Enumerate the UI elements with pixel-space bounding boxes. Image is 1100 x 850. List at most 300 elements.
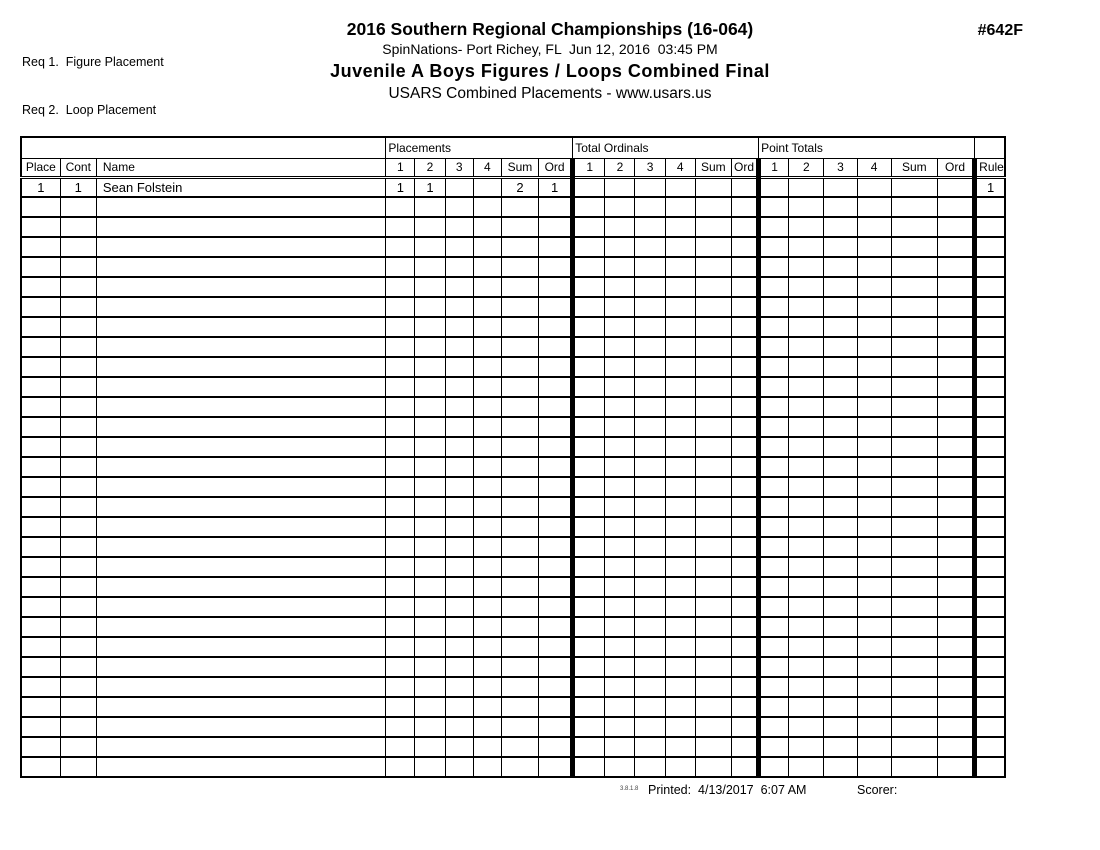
cell-total-ordinals-2 <box>605 637 635 657</box>
result-row <box>21 337 1005 357</box>
cell-placements-ord <box>539 217 573 237</box>
cell-point-totals-4 <box>857 377 891 397</box>
cell-place <box>21 657 60 677</box>
col-placements-3: 3 <box>445 158 473 177</box>
cell-total-ordinals-4 <box>665 737 695 757</box>
cell-rule <box>975 617 1005 637</box>
cell-point-totals-3 <box>824 677 857 697</box>
cell-total-ordinals-ord <box>731 757 758 777</box>
cell-total-ordinals-4 <box>665 577 695 597</box>
cell-point-totals-ord <box>937 637 974 657</box>
cell-point-totals-1 <box>759 317 789 337</box>
cell-point-totals-3 <box>824 297 857 317</box>
cell-point-totals-ord <box>937 717 974 737</box>
cell-rule: 1 <box>975 177 1005 197</box>
cell-skater-name <box>96 357 385 377</box>
cell-placements-ord <box>539 657 573 677</box>
cell-point-totals-2 <box>789 377 824 397</box>
cell-place <box>21 197 60 217</box>
cell-total-ordinals-3 <box>635 437 665 457</box>
cell-skater-name <box>96 597 385 617</box>
cell-point-totals-3 <box>824 637 857 657</box>
cell-point-totals-2 <box>789 417 824 437</box>
cell-cont <box>60 277 96 297</box>
cell-placements-3 <box>445 537 473 557</box>
cell-placements-4 <box>473 277 501 297</box>
cell-placements-sum <box>501 357 538 377</box>
cell-point-totals-ord <box>937 657 974 677</box>
cell-placements-1 <box>386 657 415 677</box>
cell-point-totals-2 <box>789 737 824 757</box>
cell-skater-name <box>96 637 385 657</box>
cell-total-ordinals-2 <box>605 357 635 377</box>
cell-rule <box>975 217 1005 237</box>
cell-point-totals-4 <box>857 617 891 637</box>
cell-total-ordinals-2 <box>605 337 635 357</box>
cell-place <box>21 697 60 717</box>
cell-total-ordinals-4 <box>665 657 695 677</box>
cell-skater-name <box>96 317 385 337</box>
cell-point-totals-sum <box>891 197 937 217</box>
cell-cont <box>60 517 96 537</box>
cell-placements-1 <box>386 457 415 477</box>
cell-total-ordinals-3 <box>635 337 665 357</box>
cell-total-ordinals-3 <box>635 217 665 237</box>
cell-total-ordinals-1 <box>573 297 605 317</box>
cell-point-totals-sum <box>891 277 937 297</box>
cell-cont: 1 <box>60 177 96 197</box>
cell-total-ordinals-4 <box>665 677 695 697</box>
cell-point-totals-1 <box>759 597 789 617</box>
cell-point-totals-4 <box>857 737 891 757</box>
cell-total-ordinals-ord <box>731 177 758 197</box>
cell-total-ordinals-1 <box>573 757 605 777</box>
cell-point-totals-sum <box>891 657 937 677</box>
cell-point-totals-ord <box>937 597 974 617</box>
cell-placements-3 <box>445 757 473 777</box>
cell-total-ordinals-3 <box>635 537 665 557</box>
cell-point-totals-sum <box>891 457 937 477</box>
cell-placements-2 <box>415 197 445 217</box>
col-total-ordinals-2: 2 <box>605 158 635 177</box>
cell-total-ordinals-4 <box>665 517 695 537</box>
cell-placements-1 <box>386 417 415 437</box>
cell-point-totals-sum <box>891 517 937 537</box>
cell-cont <box>60 237 96 257</box>
result-row <box>21 697 1005 717</box>
cell-point-totals-3 <box>824 217 857 237</box>
cell-placements-ord <box>539 297 573 317</box>
cell-placements-1: 1 <box>386 177 415 197</box>
cell-rule <box>975 577 1005 597</box>
cell-total-ordinals-3 <box>635 297 665 317</box>
cell-total-ordinals-ord <box>731 517 758 537</box>
cell-point-totals-ord <box>937 337 974 357</box>
cell-total-ordinals-sum <box>695 357 731 377</box>
cell-rule <box>975 517 1005 537</box>
cell-point-totals-ord <box>937 237 974 257</box>
cell-point-totals-3 <box>824 597 857 617</box>
cell-total-ordinals-2 <box>605 417 635 437</box>
cell-cont <box>60 377 96 397</box>
cell-point-totals-sum <box>891 417 937 437</box>
cell-placements-3 <box>445 397 473 417</box>
cell-placements-4 <box>473 577 501 597</box>
cell-placements-2 <box>415 497 445 517</box>
cell-total-ordinals-ord <box>731 657 758 677</box>
cell-placements-2 <box>415 637 445 657</box>
col-placements-4: 4 <box>473 158 501 177</box>
cell-placements-2 <box>415 617 445 637</box>
cell-cont <box>60 197 96 217</box>
result-row <box>21 317 1005 337</box>
cell-rule <box>975 437 1005 457</box>
cell-total-ordinals-4 <box>665 297 695 317</box>
cell-total-ordinals-4 <box>665 217 695 237</box>
cell-point-totals-2 <box>789 177 824 197</box>
cell-placements-3 <box>445 597 473 617</box>
cell-placements-1 <box>386 697 415 717</box>
cell-total-ordinals-2 <box>605 617 635 637</box>
cell-total-ordinals-3 <box>635 377 665 397</box>
cell-point-totals-3 <box>824 357 857 377</box>
cell-total-ordinals-3 <box>635 177 665 197</box>
cell-cont <box>60 597 96 617</box>
cell-placements-1 <box>386 597 415 617</box>
cell-place <box>21 477 60 497</box>
cell-placements-sum <box>501 237 538 257</box>
cell-place: 1 <box>21 177 60 197</box>
cell-point-totals-1 <box>759 457 789 477</box>
col-placements-2: 2 <box>415 158 445 177</box>
cell-total-ordinals-sum <box>695 597 731 617</box>
cell-total-ordinals-3 <box>635 257 665 277</box>
cell-place <box>21 277 60 297</box>
cell-total-ordinals-4 <box>665 697 695 717</box>
cell-placements-sum <box>501 377 538 397</box>
cell-point-totals-1 <box>759 617 789 637</box>
cell-placements-3 <box>445 577 473 597</box>
cell-point-totals-ord <box>937 617 974 637</box>
cell-total-ordinals-3 <box>635 657 665 677</box>
cell-place <box>21 457 60 477</box>
cell-placements-1 <box>386 677 415 697</box>
cell-cont <box>60 557 96 577</box>
cell-placements-ord <box>539 697 573 717</box>
cell-placements-sum <box>501 497 538 517</box>
cell-placements-ord <box>539 577 573 597</box>
col-placements-ord: Ord <box>539 158 573 177</box>
cell-rule <box>975 337 1005 357</box>
cell-placements-1 <box>386 217 415 237</box>
cell-point-totals-sum <box>891 577 937 597</box>
cell-total-ordinals-1 <box>573 237 605 257</box>
cell-total-ordinals-ord <box>731 697 758 717</box>
cell-placements-1 <box>386 517 415 537</box>
cell-cont <box>60 677 96 697</box>
cell-point-totals-sum <box>891 537 937 557</box>
cell-placements-3 <box>445 677 473 697</box>
cell-total-ordinals-sum <box>695 717 731 737</box>
cell-point-totals-1 <box>759 397 789 417</box>
cell-placements-ord <box>539 497 573 517</box>
col-point-totals-4: 4 <box>857 158 891 177</box>
cell-total-ordinals-2 <box>605 737 635 757</box>
cell-total-ordinals-ord <box>731 597 758 617</box>
result-row <box>21 457 1005 477</box>
cell-total-ordinals-2 <box>605 477 635 497</box>
cell-total-ordinals-2 <box>605 577 635 597</box>
cell-placements-sum <box>501 217 538 237</box>
col-total-ordinals-sum: Sum <box>695 158 731 177</box>
cell-placements-3 <box>445 377 473 397</box>
cell-total-ordinals-4 <box>665 597 695 617</box>
cell-placements-4 <box>473 757 501 777</box>
cell-place <box>21 217 60 237</box>
cell-total-ordinals-ord <box>731 297 758 317</box>
cell-place <box>21 597 60 617</box>
cell-total-ordinals-1 <box>573 637 605 657</box>
cell-total-ordinals-4 <box>665 317 695 337</box>
cell-point-totals-sum <box>891 617 937 637</box>
cell-placements-2 <box>415 717 445 737</box>
cell-cont <box>60 257 96 277</box>
cell-place <box>21 437 60 457</box>
cell-point-totals-4 <box>857 557 891 577</box>
cell-placements-sum <box>501 577 538 597</box>
cell-cont <box>60 417 96 437</box>
cell-placements-2 <box>415 397 445 417</box>
cell-total-ordinals-ord <box>731 337 758 357</box>
cell-point-totals-4 <box>857 337 891 357</box>
cell-placements-2 <box>415 317 445 337</box>
cell-point-totals-4 <box>857 637 891 657</box>
cell-point-totals-4 <box>857 477 891 497</box>
cell-rule <box>975 557 1005 577</box>
cell-point-totals-3 <box>824 557 857 577</box>
cell-placements-4 <box>473 377 501 397</box>
cell-point-totals-3 <box>824 737 857 757</box>
cell-placements-3 <box>445 457 473 477</box>
scorer-label: Scorer: <box>857 783 898 797</box>
cell-placements-4 <box>473 717 501 737</box>
title-block <box>0 18 1100 105</box>
cell-point-totals-4 <box>857 757 891 777</box>
cell-place <box>21 337 60 357</box>
result-row <box>21 217 1005 237</box>
cell-rule <box>975 597 1005 617</box>
cell-placements-2 <box>415 517 445 537</box>
cell-skater-name <box>96 217 385 237</box>
cell-point-totals-2 <box>789 697 824 717</box>
cell-placements-sum <box>501 417 538 437</box>
cell-total-ordinals-2 <box>605 177 635 197</box>
cell-point-totals-sum <box>891 437 937 457</box>
cell-placements-3 <box>445 177 473 197</box>
cell-point-totals-1 <box>759 657 789 677</box>
cell-total-ordinals-sum <box>695 437 731 457</box>
cell-placements-1 <box>386 537 415 557</box>
cell-placements-2 <box>415 697 445 717</box>
cell-total-ordinals-sum <box>695 257 731 277</box>
cell-point-totals-1 <box>759 577 789 597</box>
cell-placements-4 <box>473 357 501 377</box>
cell-place <box>21 377 60 397</box>
cell-point-totals-4 <box>857 277 891 297</box>
cell-point-totals-sum <box>891 757 937 777</box>
cell-rule <box>975 237 1005 257</box>
cell-placements-ord <box>539 737 573 757</box>
cell-point-totals-1 <box>759 537 789 557</box>
cell-total-ordinals-ord <box>731 617 758 637</box>
cell-placements-ord <box>539 197 573 217</box>
cell-point-totals-2 <box>789 277 824 297</box>
cell-total-ordinals-3 <box>635 717 665 737</box>
cell-rule <box>975 657 1005 677</box>
cell-total-ordinals-ord <box>731 737 758 757</box>
result-row <box>21 617 1005 637</box>
cell-total-ordinals-3 <box>635 577 665 597</box>
col-point-totals-sum: Sum <box>891 158 937 177</box>
cell-placements-sum <box>501 757 538 777</box>
cell-placements-2 <box>415 377 445 397</box>
cell-total-ordinals-sum <box>695 377 731 397</box>
cell-rule <box>975 697 1005 717</box>
cell-placements-4 <box>473 257 501 277</box>
cell-placements-4 <box>473 617 501 637</box>
cell-placements-3 <box>445 557 473 577</box>
cell-cont <box>60 497 96 517</box>
cell-placements-sum <box>501 477 538 497</box>
cell-point-totals-ord <box>937 757 974 777</box>
cell-total-ordinals-4 <box>665 337 695 357</box>
cell-total-ordinals-sum <box>695 197 731 217</box>
cell-cont <box>60 297 96 317</box>
cell-placements-1 <box>386 257 415 277</box>
cell-total-ordinals-ord <box>731 457 758 477</box>
cell-skater-name <box>96 617 385 637</box>
cell-point-totals-1 <box>759 297 789 317</box>
cell-cont <box>60 337 96 357</box>
cell-cont <box>60 717 96 737</box>
cell-point-totals-ord <box>937 357 974 377</box>
cell-placements-2 <box>415 737 445 757</box>
cell-place <box>21 317 60 337</box>
cell-placements-2 <box>415 677 445 697</box>
cell-total-ordinals-3 <box>635 237 665 257</box>
result-row <box>21 677 1005 697</box>
cell-point-totals-1 <box>759 417 789 437</box>
col-point-totals-ord: Ord <box>937 158 974 177</box>
result-row <box>21 577 1005 597</box>
cell-placements-3 <box>445 297 473 317</box>
cell-total-ordinals-3 <box>635 737 665 757</box>
cell-skater-name <box>96 537 385 557</box>
cell-total-ordinals-sum <box>695 677 731 697</box>
cell-total-ordinals-2 <box>605 297 635 317</box>
cell-total-ordinals-ord <box>731 357 758 377</box>
cell-skater-name <box>96 557 385 577</box>
cell-rule <box>975 297 1005 317</box>
cell-point-totals-sum <box>891 317 937 337</box>
cell-total-ordinals-sum <box>695 537 731 557</box>
cell-total-ordinals-4 <box>665 397 695 417</box>
cell-placements-2 <box>415 337 445 357</box>
cell-placements-2 <box>415 297 445 317</box>
cell-total-ordinals-sum <box>695 497 731 517</box>
cell-placements-4 <box>473 437 501 457</box>
cell-point-totals-sum <box>891 397 937 417</box>
result-row <box>21 657 1005 677</box>
cell-skater-name <box>96 197 385 217</box>
cell-placements-3 <box>445 237 473 257</box>
cell-skater-name <box>96 697 385 717</box>
cell-point-totals-2 <box>789 337 824 357</box>
cell-skater-name <box>96 757 385 777</box>
cell-point-totals-3 <box>824 577 857 597</box>
group-spacer-right <box>975 137 1005 158</box>
software-version: 3.8.1.8 <box>620 786 639 792</box>
cell-skater-name <box>96 437 385 457</box>
col-placements-1: 1 <box>386 158 415 177</box>
cell-placements-4 <box>473 237 501 257</box>
cell-placements-ord <box>539 757 573 777</box>
result-row <box>21 277 1005 297</box>
cell-placements-3 <box>445 277 473 297</box>
cell-placements-2 <box>415 757 445 777</box>
cell-point-totals-sum <box>891 337 937 357</box>
cell-total-ordinals-1 <box>573 717 605 737</box>
cell-placements-2 <box>415 277 445 297</box>
cell-placements-ord <box>539 597 573 617</box>
cell-total-ordinals-1 <box>573 497 605 517</box>
cell-point-totals-1 <box>759 637 789 657</box>
cell-total-ordinals-4 <box>665 717 695 737</box>
cell-placements-sum <box>501 317 538 337</box>
cell-placements-2 <box>415 577 445 597</box>
cell-placements-ord <box>539 277 573 297</box>
cell-cont <box>60 637 96 657</box>
cell-total-ordinals-1 <box>573 197 605 217</box>
cell-total-ordinals-2 <box>605 377 635 397</box>
cell-point-totals-2 <box>789 517 824 537</box>
result-row <box>21 537 1005 557</box>
result-row <box>21 297 1005 317</box>
cell-total-ordinals-sum <box>695 457 731 477</box>
cell-cont <box>60 657 96 677</box>
cell-point-totals-4 <box>857 497 891 517</box>
cell-place <box>21 717 60 737</box>
cell-place <box>21 257 60 277</box>
result-row <box>21 397 1005 417</box>
cell-placements-1 <box>386 437 415 457</box>
cell-point-totals-2 <box>789 617 824 637</box>
cell-placements-1 <box>386 297 415 317</box>
cell-point-totals-4 <box>857 357 891 377</box>
cell-total-ordinals-3 <box>635 677 665 697</box>
column-header-row <box>21 158 1005 177</box>
cell-point-totals-2 <box>789 497 824 517</box>
cell-rule <box>975 357 1005 377</box>
cell-point-totals-1 <box>759 337 789 357</box>
col-point-totals-1: 1 <box>759 158 789 177</box>
cell-total-ordinals-3 <box>635 397 665 417</box>
cell-point-totals-3 <box>824 717 857 737</box>
cell-total-ordinals-1 <box>573 397 605 417</box>
cell-point-totals-3 <box>824 497 857 517</box>
cell-point-totals-sum <box>891 637 937 657</box>
result-row <box>21 257 1005 277</box>
